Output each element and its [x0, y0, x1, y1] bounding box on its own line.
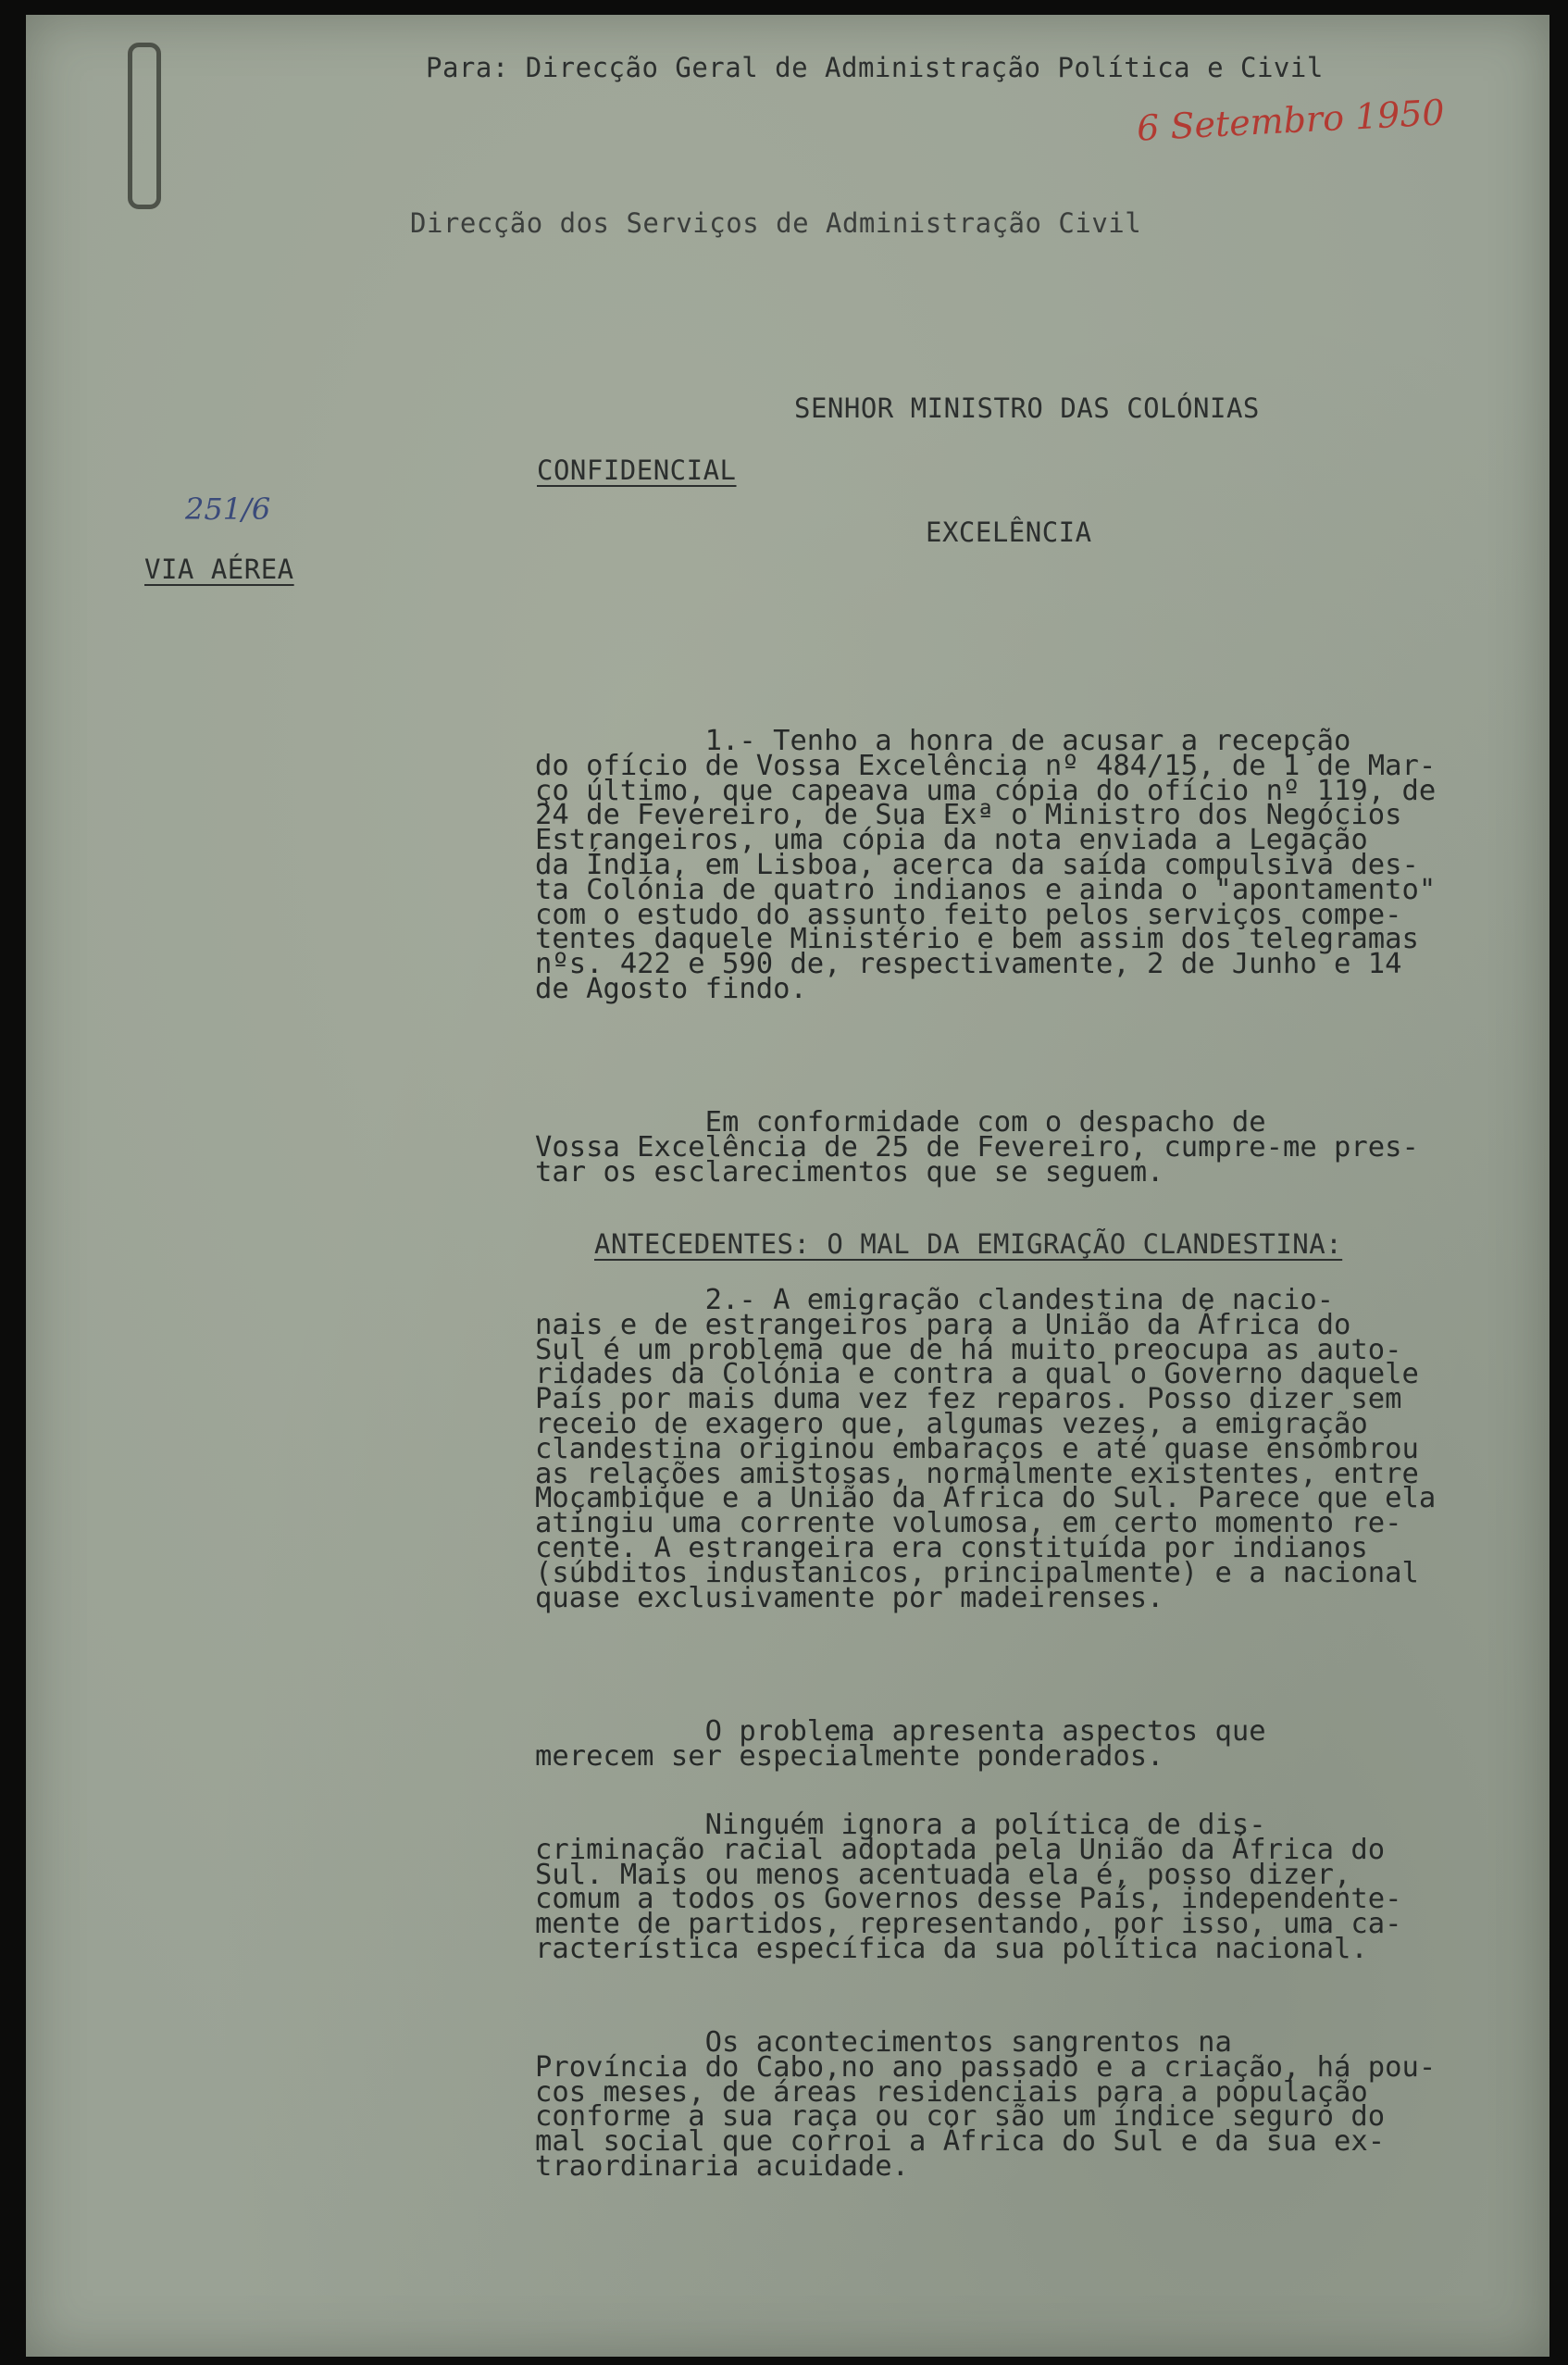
header-para-line: Para: Direcção Geral de Administração Política e Civil: [426, 52, 1324, 83]
salutation: EXCELÊNCIA: [926, 517, 1092, 548]
text-line: Estrangeiros, uma cópia da nota enviada a Legação: [535, 824, 1368, 857]
text-line: País por mais duma vez fez reparos. Posso dizer sem: [535, 1383, 1402, 1416]
text-line: mal social que corroi a África do Sul e da sua ex-: [535, 2125, 1386, 2159]
text-line: do ofício de Vossa Excelência nº 484/15, de 1 de Mar-: [535, 749, 1437, 782]
text-line: ta Colónia de quatro indianos e ainda o "apontamento": [535, 873, 1437, 906]
text-line: com o estudo do assunto feito pelos serviços compe-: [535, 898, 1402, 931]
text-line: cente. A estrangeira era constituída por indianos: [535, 1531, 1368, 1564]
text-line: 2.- A emigração clandestina de nacio-: [535, 1284, 1335, 1316]
text-line: Moçambique e a União da África do Sul. Parece que ela: [535, 1482, 1437, 1515]
paragraph-2: [535, 1106, 1549, 1189]
text-line: Os acontecimentos sangrentos na: [535, 2026, 1232, 2059]
handwritten-date: 6 Setembro 1950: [1136, 92, 1446, 149]
paragraph-6: [535, 2026, 1549, 2183]
paragraph-5: [535, 1809, 1549, 1965]
text-line: cos meses, de áreas residenciais para a população: [535, 2075, 1368, 2109]
text-line: conforme a sua raça ou cor são um índice seguro do: [535, 2100, 1386, 2134]
text-line: traordinaria acuidade.: [535, 2149, 909, 2183]
text-line: clandestina originou embaraços e até quase ensombrou: [535, 1432, 1419, 1465]
text-line: 1.- Tenho a honra de acusar a recepção: [535, 725, 1351, 757]
text-line: ridades da Colónia e contra a qual o Governo daquele: [535, 1358, 1419, 1391]
text-line: atingiu uma corrente volumosa, em certo momento re-: [535, 1507, 1402, 1540]
text-line: quase exclusivamente por madeirenses.: [535, 1581, 1164, 1614]
text-line: nºs. 422 e 590 de, respectivamente, 2 de Junho e 14: [535, 948, 1402, 981]
text-line: O problema apresenta aspectos que: [535, 1715, 1266, 1748]
header-direccao-line: Direcção dos Serviços de Administração Civil: [410, 207, 1142, 239]
text-line: as relações amistosas, normalmente existentes, entre: [535, 1457, 1419, 1490]
text-line: racterística específica da sua política nacional.: [535, 1932, 1368, 1965]
reference-number: 251/6: [185, 492, 271, 527]
text-line: Ninguém ignora a política de dis-: [535, 1809, 1266, 1841]
text-line: Sul é um problema que de há muito preocupa as auto-: [535, 1333, 1402, 1366]
text-line: de Agosto findo.: [535, 972, 807, 1005]
text-line: Sul. Mais ou menos acentuada ela é, posso dizer,: [535, 1858, 1351, 1891]
text-line: (súbditos industanicos, principalmente) e a nacional: [535, 1556, 1419, 1589]
paragraph-3: [535, 1284, 1549, 1614]
document-page: [26, 15, 1549, 2357]
text-line: criminação racial adoptada pela União da África do: [535, 1833, 1386, 1866]
text-line: nais e de estrangeiros para a União da África do: [535, 1308, 1351, 1341]
text-line: Em conformidade com o despacho de: [535, 1106, 1266, 1139]
staple-mark: [128, 43, 161, 209]
paragraph-4: [535, 1715, 1549, 1773]
text-line: mente de partidos, representando, por isso, uma ca-: [535, 1908, 1402, 1941]
confidencial-label: CONFIDENCIAL: [537, 454, 737, 486]
addressee: SENHOR MINISTRO DAS COLÓNIAS: [794, 392, 1260, 424]
text-line: 24 de Fevereiro, de Sua Exª o Ministro dos Negócios: [535, 799, 1402, 832]
section-heading: ANTECEDENTES: O MAL DA EMIGRAÇÃO CLANDESTINA:: [594, 1228, 1343, 1260]
text-line: tar os esclarecimentos que se seguem.: [535, 1155, 1164, 1189]
text-line: merecem ser especialmente ponderados.: [535, 1739, 1164, 1773]
via-aerea-label: VIA AÉREA: [144, 554, 294, 585]
text-line: tentes daquele Ministério e bem assim dos telegramas: [535, 923, 1419, 956]
text-line: Província do Cabo,no ano passado e a criação, há pou-: [535, 2050, 1437, 2084]
text-line: comum a todos os Governos desse País, independente-: [535, 1883, 1402, 1916]
text-line: da Índia, em Lisboa, acerca da saída compulsiva des-: [535, 848, 1419, 881]
text-line: receio de exagero que, algumas vezes, a emigração: [535, 1407, 1368, 1440]
paragraph-1: [535, 725, 1549, 1005]
text-line: ço último, que capeava uma cópia do ofício nº 119, de: [535, 774, 1437, 807]
text-line: Vossa Excelência de 25 de Fevereiro, cumpre-me pres-: [535, 1130, 1419, 1164]
